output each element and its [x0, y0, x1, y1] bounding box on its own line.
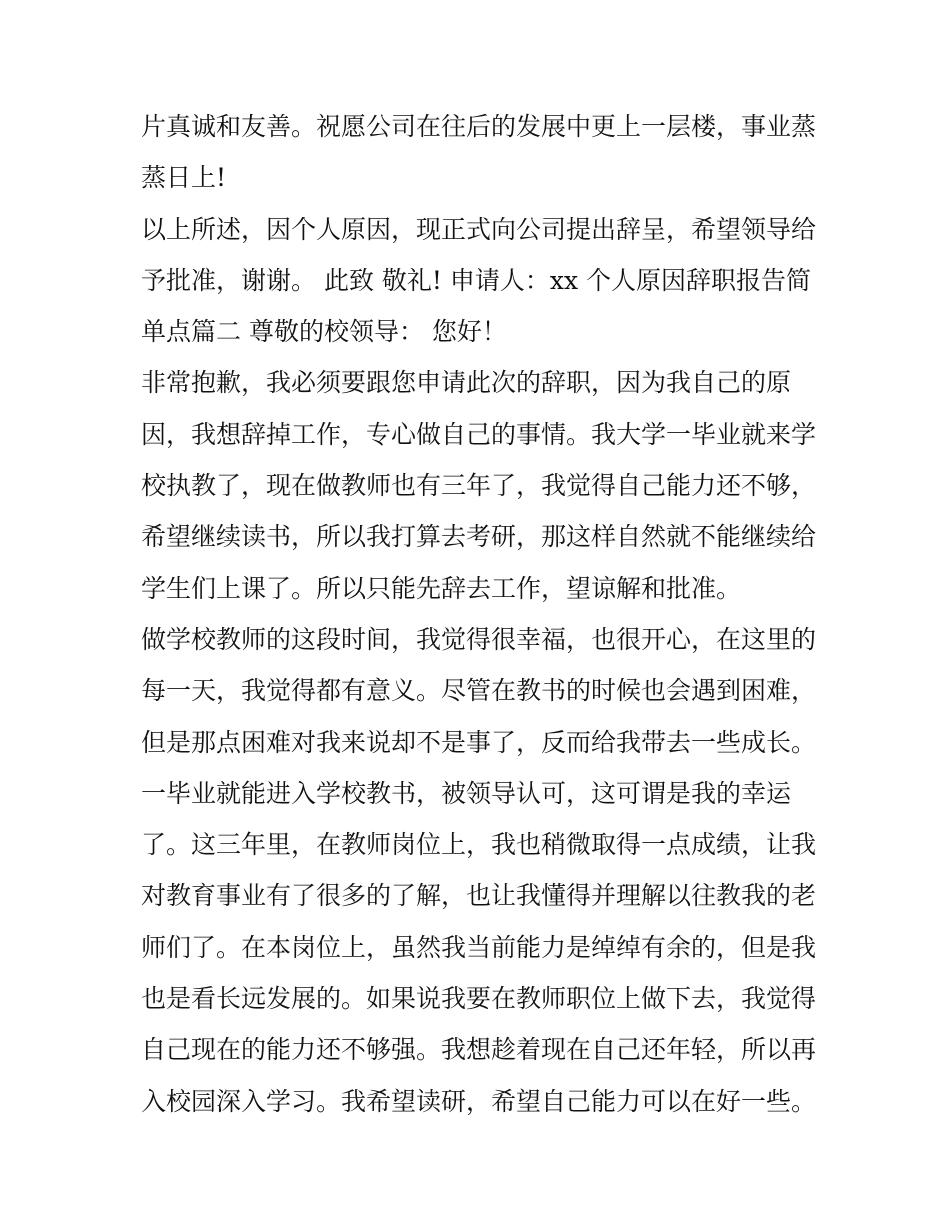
text-line: 希望继续读书，所以我打算去考研，那这样自然就不能继续给 — [141, 522, 817, 552]
text-line: 入校园深入学习。我希望读研，希望自己能力可以在好一些。 — [141, 1086, 817, 1116]
document-body — [141, 101, 821, 1127]
text-line: 予批准，谢谢。 此致 敬礼! 申请人：xx 个人原因辞职报告简 — [141, 265, 812, 295]
text-line: 了。这三年里，在教师岗位上，我也稍微取得一点成绩，让我 — [141, 830, 817, 860]
text-line: 校执教了，现在做教师也有三年了，我觉得自己能力还不够， — [141, 471, 817, 501]
text-line: 但是那点困难对我来说却不是事了，反而给我带去一些成长。 — [141, 727, 817, 757]
text-line: 因，我想辞掉工作，专心做自己的事情。我大学一毕业就来学 — [141, 419, 817, 449]
text-line: 每一天，我觉得都有意义。尽管在教书的时候也会遇到困难， — [141, 676, 817, 706]
text-line: 对教育事业有了很多的了解，也让我懂得并理解以往教我的老 — [141, 881, 817, 911]
text-line: 单点篇二 尊敬的校领导： 您好！ — [141, 317, 507, 347]
text-line: 也是看长远发展的。如果说我要在教师职位上做下去，我觉得 — [141, 984, 817, 1014]
text-line: 非常抱歉，我必须要跟您申请此次的辞职，因为我自己的原 — [141, 368, 792, 398]
text-line: 自己现在的能力还不够强。我想趁着现在自己还年轻，所以再 — [141, 1035, 817, 1065]
text-line: 片真诚和友善。祝愿公司在往后的发展中更上一层楼，事业蒸 — [141, 112, 817, 141]
text-line: 做学校教师的这段时间，我觉得很幸福，也很开心，在这里的 — [141, 624, 817, 654]
text-line: 学生们上课了。所以只能先辞去工作，望谅解和批准。 — [141, 573, 742, 603]
text-line: 一毕业就能进入学校教书，被领导认可，这可谓是我的幸运 — [141, 778, 792, 808]
text-line: 蒸日上! — [141, 163, 227, 193]
text-line: 以上所述，因个人原因，现正式向公司提出辞呈，希望领导给 — [141, 214, 817, 244]
text-line: 师们了。在本岗位上，虽然我当前能力是绰绰有余的，但是我 — [141, 932, 817, 962]
